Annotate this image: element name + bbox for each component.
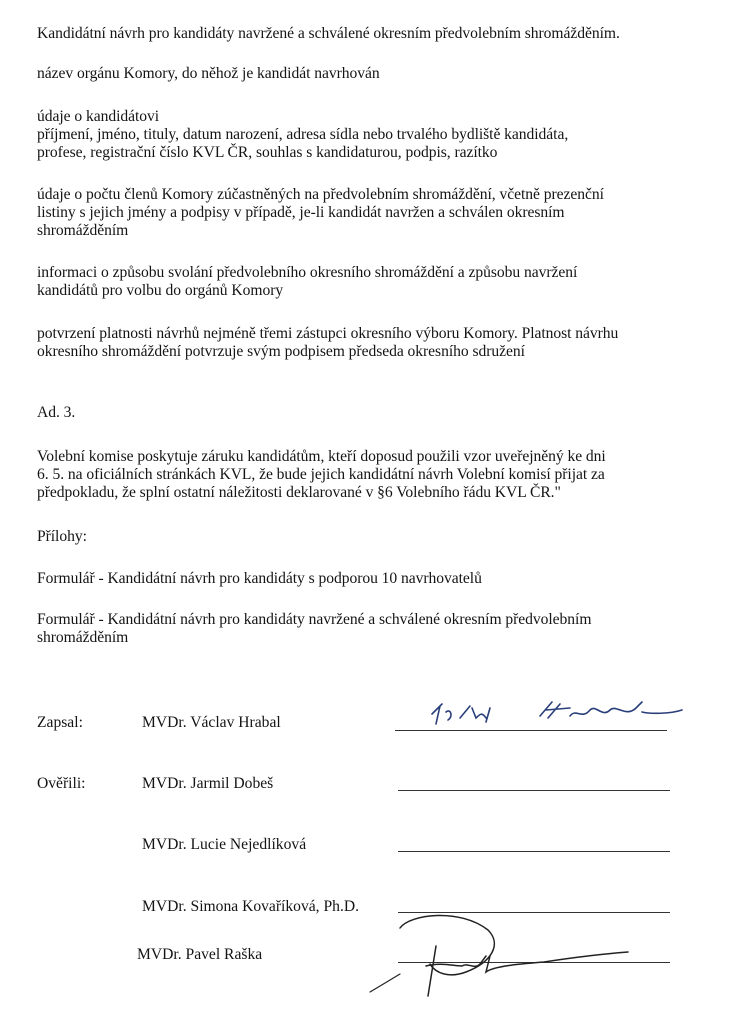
candidate-info-title: údaje o kandidátovi [37,108,160,125]
signature-line [398,851,670,852]
validity-info-line: potvrzení platnosti návrhů nejméně třemi zástupci okresního výboru Komory. Platnost návrhu [37,325,619,342]
recorded-label: Zapsal: [37,714,83,731]
verifier-name: MVDr. Pavel Raška [137,946,263,963]
members-info-line: listiny s jejich jmény a podpisy v případě, je-li kandidát navržen a schválen okresním [37,204,565,221]
verifier-name: MVDr. Simona Kovaříková, Ph.D. [142,898,360,915]
signature-line [398,790,670,791]
handwritten-signature-icon [420,694,700,734]
attachment-item-continued: shromážděním [37,629,129,646]
verified-label: Ověřili: [37,775,86,792]
convening-info-line: informaci o způsobu svolání předvolebního okresního shromáždění a způsobu navržení [37,264,578,281]
verifier-name: MVDr. Lucie Nejedlíková [142,836,307,853]
ad3-heading: Ad. 3. [37,404,76,421]
attachment-item: Formulář - Kandidátní návrh pro kandidáty s podporou 10 navrhovatelů [37,570,482,587]
members-info-line: shromážděním [37,222,129,239]
ad3-line: 6. 5. na oficiálních stránkách KVL, že bude jejich kandidátní návrh Volební komisí přijat za [37,466,605,483]
document-heading: Kandidátní návrh pro kandidáty navržené a schválené okresním předvolebním shromážděním. [37,25,620,42]
ad3-line: Volební komise poskytuje záruku kandidátům, kteří doposud použili vzor uveřejněný ke dni [37,448,606,465]
attachment-item: Formulář - Kandidátní návrh pro kandidáty navržené a schválené okresním předvolebním [37,611,592,628]
members-info-line: údaje o počtu členů Komory zúčastněných na předvolebním shromáždění, včetně prezenční [37,186,604,203]
ad3-line: předpokladu, že splní ostatní náležitosti deklarované v §6 Volebního řádu KVL ČR." [37,484,561,501]
organ-name-line: název orgánu Komory, do něhož je kandidát navrhován [37,65,380,82]
attachments-heading: Přílohy: [37,528,87,545]
validity-info-line: okresního shromáždění potvrzuje svým podpisem předseda okresního sdružení [37,343,525,360]
candidate-info-line: příjmení, jméno, tituly, datum narození, adresa sídla nebo trvalého bydliště kandidáta, [37,126,569,143]
verifier-name: MVDr. Jarmil Dobeš [142,775,274,792]
candidate-info-line: profese, registrační číslo KVL ČR, souhlas s kandidaturou, podpis, razítko [37,144,498,161]
convening-info-line: kandidátů pro volbu do orgánů Komory [37,282,284,299]
handwritten-signature-icon [370,900,670,1010]
recorder-name: MVDr. Václav Hrabal [142,714,281,731]
